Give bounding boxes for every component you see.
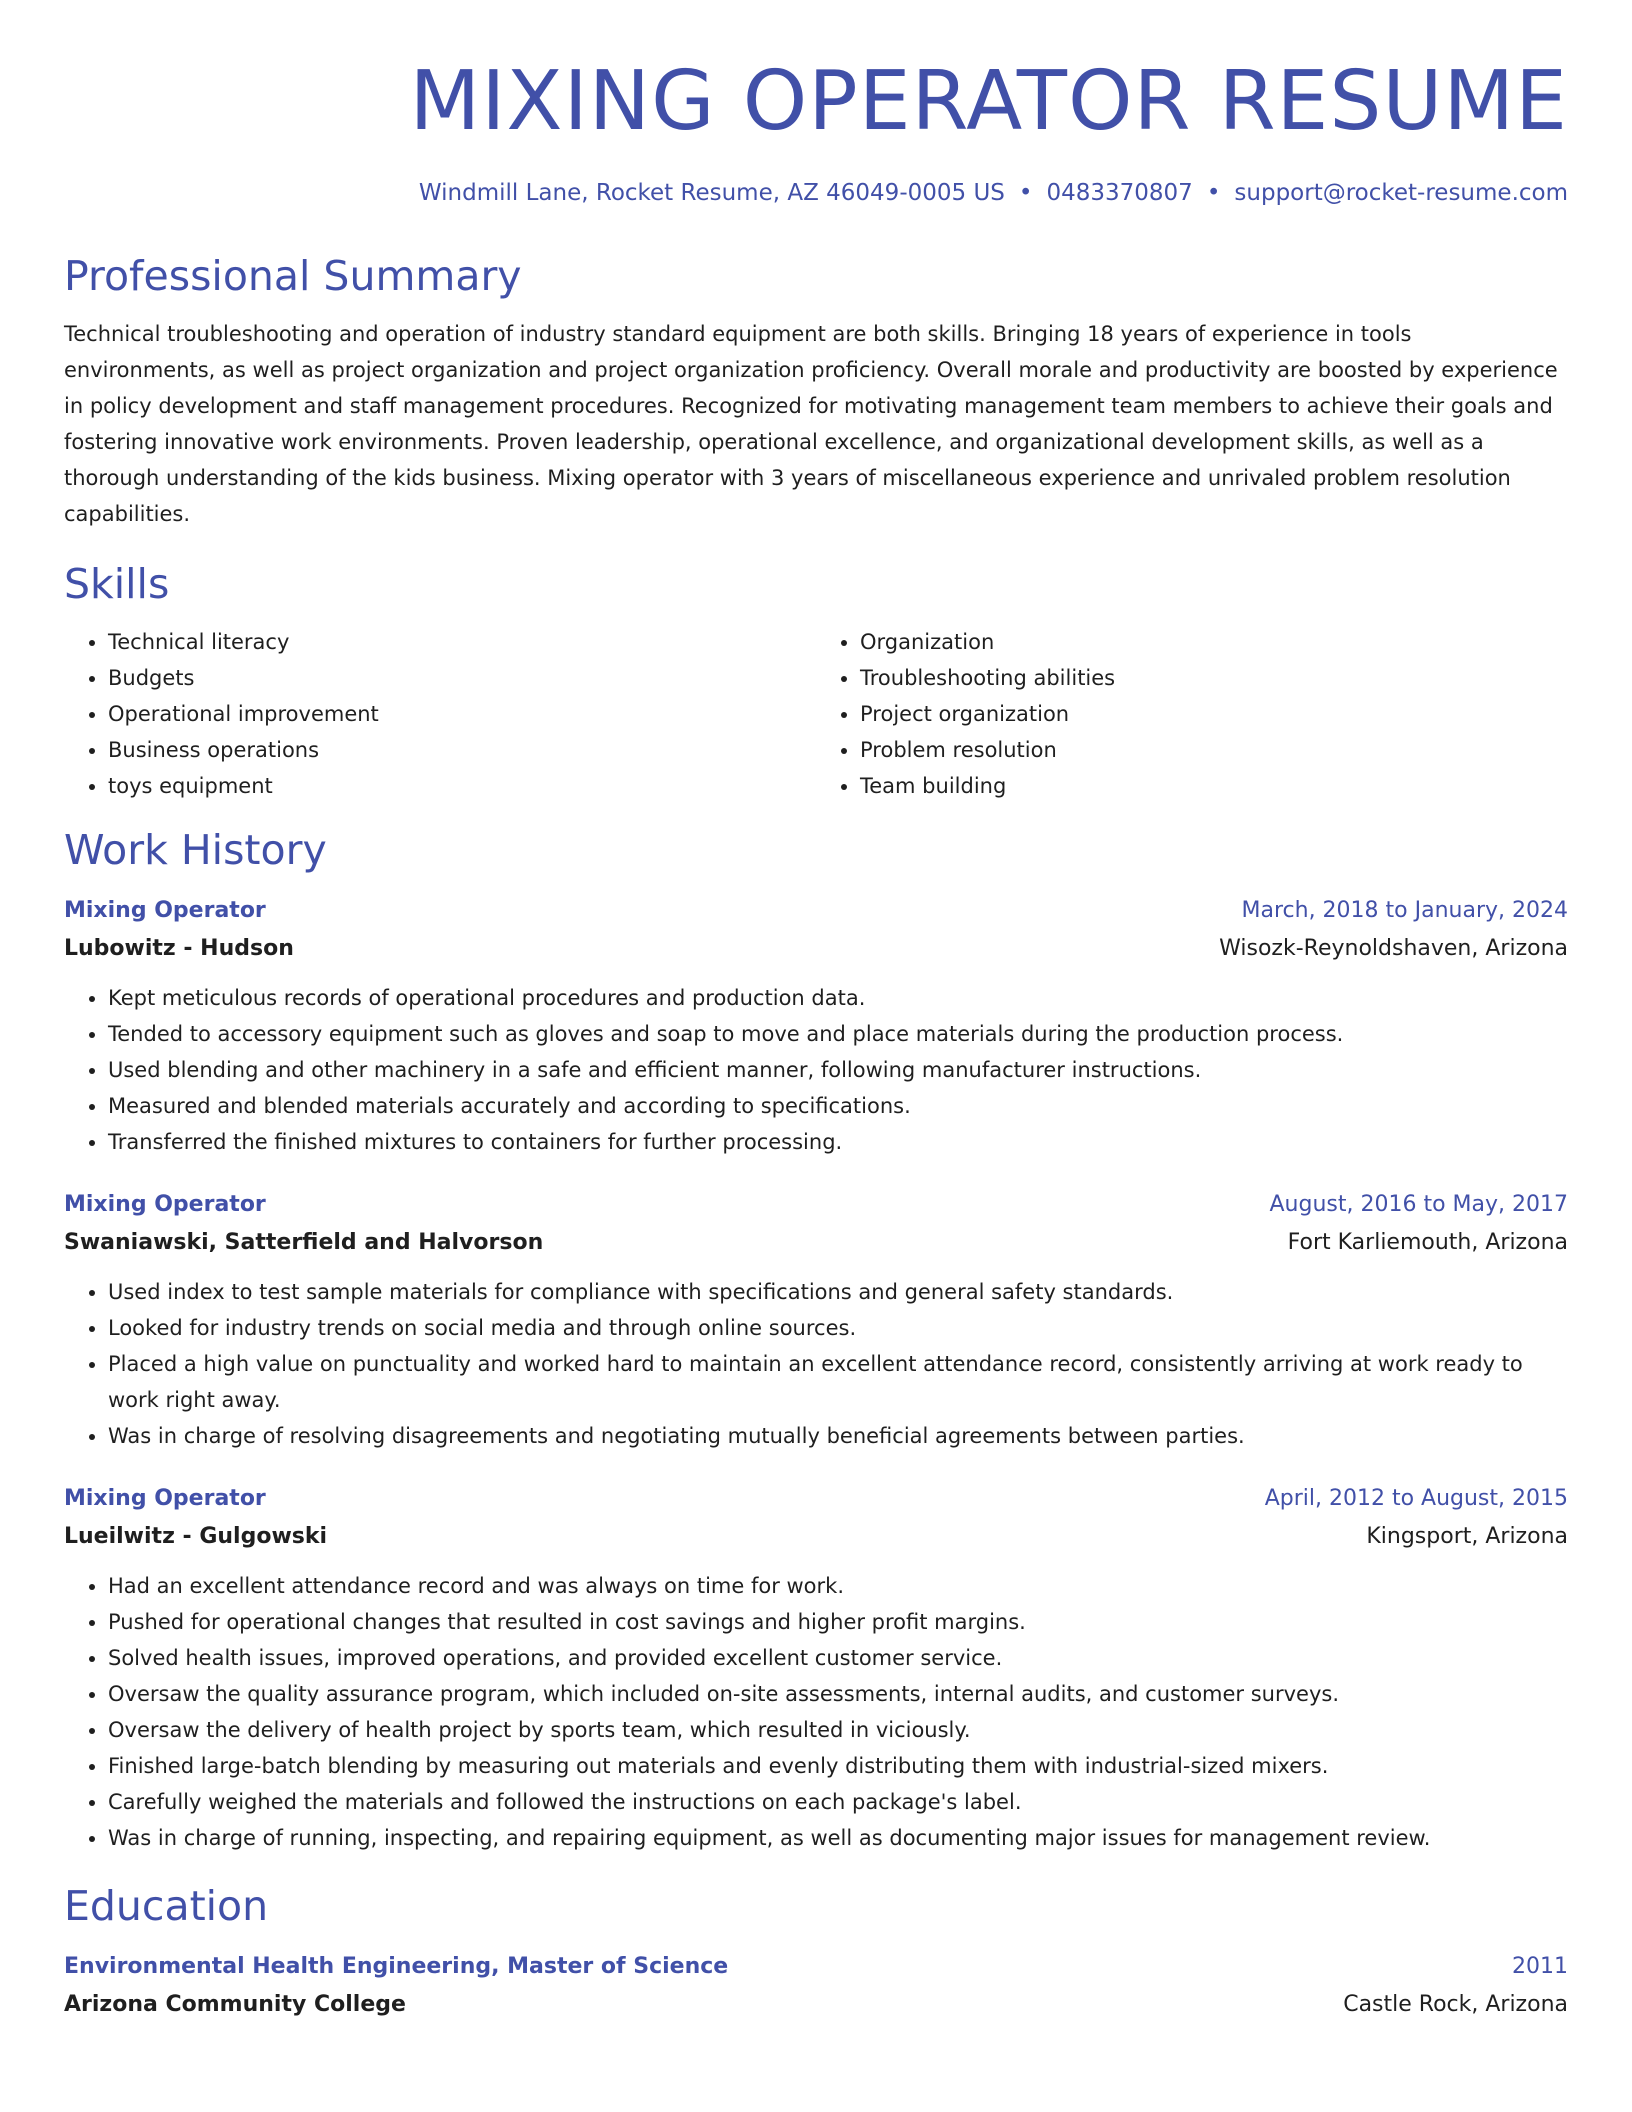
- job-title: Mixing Operator: [64, 1192, 266, 1217]
- list-item: • Used blending and other machinery in a safe and efficient manner, following manufacturer instructions.: [108, 1052, 1568, 1088]
- list-item: • Solved health issues, improved operations, and provided excellent customer service.: [108, 1640, 1568, 1676]
- skill-item: • Project organization: [860, 696, 1568, 732]
- skill-item: • Team building: [860, 768, 1568, 804]
- list-item: • Carefully weighed the materials and followed the instructions on each package's label.: [108, 1784, 1568, 1820]
- graduation-year: 2011: [1512, 1954, 1568, 1979]
- list-item: • Finished large-batch blending by measuring out materials and evenly distributing them with industrial-sized mixers.: [108, 1748, 1568, 1784]
- skills-list: [64, 624, 1568, 804]
- list-item: • Used index to test sample materials for compliance with specifications and general safety standards.: [108, 1274, 1568, 1310]
- company-name: Swaniawski, Satterfield and Halvorson: [64, 1230, 544, 1255]
- job-title: Mixing Operator: [64, 898, 266, 923]
- skills-column-left: [64, 624, 816, 804]
- degree: Environmental Health Engineering, Master of Science: [64, 1954, 729, 1979]
- list-item: • Was in charge of running, inspecting, and repairing equipment, as well as documenting major issues for management review.: [108, 1820, 1568, 1856]
- job-location: Wisozk-Reynoldshaven, Arizona: [1219, 936, 1568, 961]
- list-item: • Oversaw the quality assurance program, which included on-site assessments, internal audits, and customer surveys.: [108, 1676, 1568, 1712]
- skill-item: • toys equipment: [108, 768, 816, 804]
- company-name: Lubowitz - Hudson: [64, 936, 294, 961]
- school-name: Arizona Community College: [64, 1992, 406, 2017]
- job-entry: [64, 1186, 1568, 1454]
- job-bullets: [64, 1274, 1568, 1454]
- email: support@rocket-resume.com: [1234, 180, 1568, 206]
- list-item: • Kept meticulous records of operational procedures and production data.: [108, 980, 1568, 1016]
- list-item: • Pushed for operational changes that resulted in cost savings and higher profit margins.: [108, 1604, 1568, 1640]
- skill-item: • Organization: [860, 624, 1568, 660]
- job-entry: [64, 892, 1568, 1160]
- job-bullets: [64, 980, 1568, 1160]
- skills-heading: Skills: [64, 560, 170, 608]
- list-item: • Transferred the finished mixtures to containers for further processing.: [108, 1124, 1568, 1160]
- contact-line: [64, 178, 1568, 208]
- separator: •: [1018, 180, 1033, 206]
- job-entry: [64, 1480, 1568, 1856]
- job-dates: March, 2018 to January, 2024: [1241, 898, 1568, 923]
- list-item: • Oversaw the delivery of health project by sports team, which resulted in viciously.: [108, 1712, 1568, 1748]
- skill-item: • Budgets: [108, 660, 816, 696]
- resume-title: MIXING OPERATOR RESUME: [409, 54, 1568, 149]
- summary-heading: Professional Summary: [64, 252, 522, 300]
- job-title: Mixing Operator: [64, 1486, 266, 1511]
- skill-item: • Technical literacy: [108, 624, 816, 660]
- job-location: Fort Karliemouth, Arizona: [1287, 1230, 1568, 1255]
- skill-item: • Business operations: [108, 732, 816, 768]
- school-location: Castle Rock, Arizona: [1343, 1992, 1568, 2017]
- job-dates: April, 2012 to August, 2015: [1264, 1486, 1568, 1511]
- skill-item: • Operational improvement: [108, 696, 816, 732]
- list-item: • Looked for industry trends on social media and through online sources.: [108, 1310, 1568, 1346]
- address: Windmill Lane, Rocket Resume, AZ 46049-0005 US: [418, 180, 1005, 206]
- skill-item: • Problem resolution: [860, 732, 1568, 768]
- education-entry: [64, 1948, 1568, 2024]
- list-item: • Tended to accessory equipment such as gloves and soap to move and place materials during the production process.: [108, 1016, 1568, 1052]
- list-item: • Had an excellent attendance record and was always on time for work.: [108, 1568, 1568, 1604]
- list-item: • Was in charge of resolving disagreements and negotiating mutually beneficial agreements between parties.: [108, 1418, 1568, 1454]
- skill-item: • Troubleshooting abilities: [860, 660, 1568, 696]
- phone: 0483370807: [1046, 180, 1193, 206]
- skills-column-right: [816, 624, 1568, 804]
- separator: •: [1206, 180, 1221, 206]
- list-item: • Measured and blended materials accurately and according to specifications.: [108, 1088, 1568, 1124]
- job-bullets: [64, 1568, 1568, 1856]
- education-heading: Education: [64, 1882, 269, 1930]
- list-item: • Placed a high value on punctuality and worked hard to maintain an excellent attendance record, consistently arriving at work ready to work right away.: [108, 1346, 1568, 1418]
- summary-text: Technical troubleshooting and operation of industry standard equipment are both skills. Bringing 18 years of experience in tools environments, as well as project organization and project organization proficiency. Overall morale and productivity are boosted by experience in policy development and staff management procedures. Recognized for motivating management team members to achieve their goals and fostering innovative work environments. Proven leadership, operational excellence, and organizational development skills, as well as a thorough understanding of the kids business. Mixing operator with 3 years of miscellaneous experience and unrivaled problem resolution capabilities.: [64, 322, 1558, 526]
- job-location: Kingsport, Arizona: [1366, 1524, 1568, 1549]
- company-name: Lueilwitz - Gulgowski: [64, 1524, 328, 1549]
- work-history-heading: Work History: [64, 826, 327, 874]
- job-dates: August, 2016 to May, 2017: [1269, 1192, 1568, 1217]
